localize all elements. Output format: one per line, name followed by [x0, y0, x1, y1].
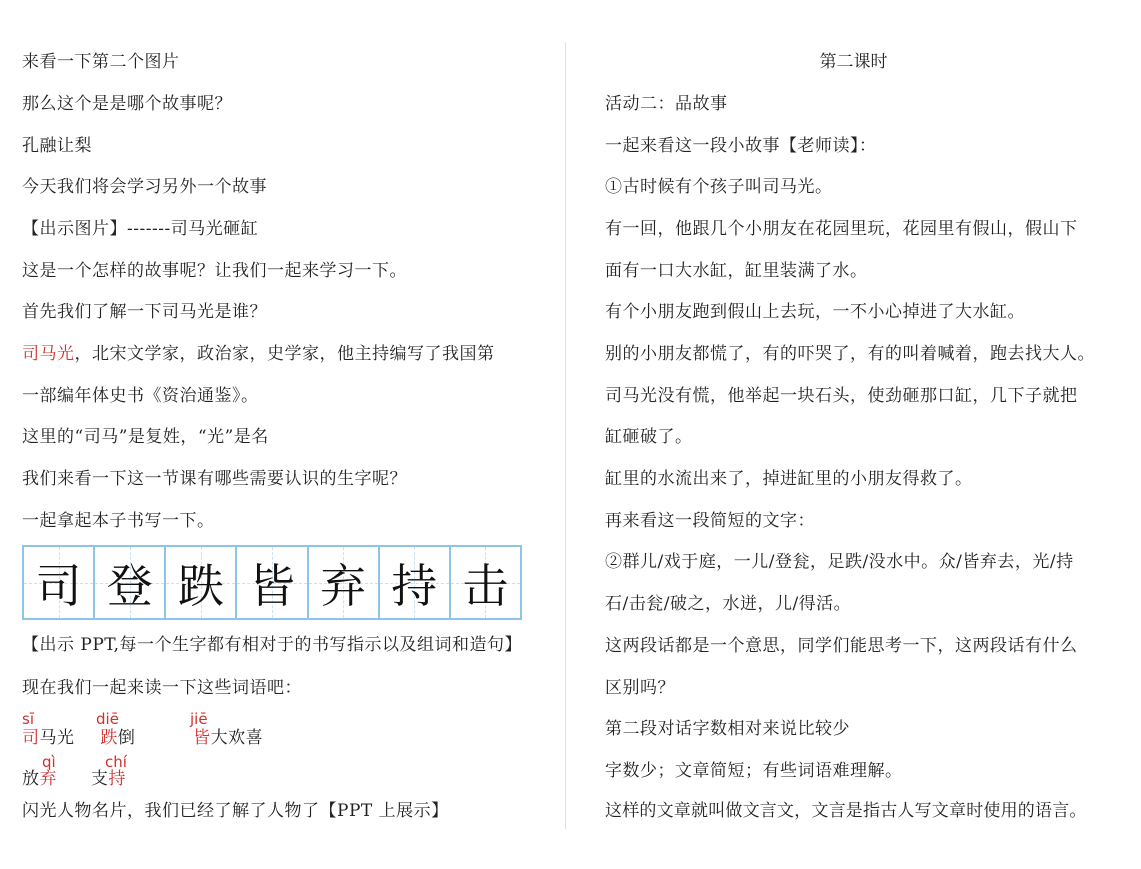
- text-line: 现在我们一起来读一下这些词语吧：: [22, 678, 302, 698]
- text-line: ①古时候有个孩子叫司马光。: [605, 177, 833, 197]
- vocab-rest: 放: [22, 769, 40, 789]
- text-line: 一起来看这一段小故事【老师读】：: [605, 136, 877, 156]
- char-cell: [451, 547, 520, 618]
- left-page: [0, 0, 566, 869]
- vocab-char: 皆: [193, 728, 211, 748]
- char-cell: [24, 547, 95, 618]
- text-line: 司马光没有慌，他举起一块石头，使劲砸那口缸，几下子就把: [605, 386, 1078, 406]
- text-line: 再来看这一段简短的文字：: [605, 511, 815, 531]
- text-line: 那么这个是是哪个故事呢？: [22, 94, 232, 114]
- vocab-rest: 支: [90, 769, 109, 789]
- text-line: 有一回，他跟几个小朋友在花园里玩，花园里有假山，假山下: [605, 219, 1078, 239]
- text-line: 这两段话都是一个意思，同学们能思考一下，这两段话有什么: [605, 636, 1078, 656]
- character-writing-grid: [22, 545, 522, 620]
- vocab-rest: 倒: [117, 728, 136, 748]
- vocab-line: [22, 727, 263, 749]
- text-line: 别的小朋友都慌了，有的吓哭了，有的叫着喊着，跑去找大人。: [605, 344, 1095, 364]
- text-line: 缸砸破了。: [605, 427, 693, 447]
- char: 跌: [177, 558, 224, 613]
- char-cell: [309, 547, 380, 618]
- text-line: 首先我们了解一下司马光是谁？: [22, 302, 267, 322]
- text-line: 字数少；文章简短；有些词语难理解。: [605, 761, 903, 781]
- text-line: 这样的文章就叫做文言文，文言是指古人写文章时使用的语言。: [605, 801, 1087, 821]
- pinyin: sī: [22, 710, 34, 728]
- pinyin: chí: [105, 753, 127, 771]
- text-line: 【出示图片】-------司马光砸缸: [22, 219, 259, 239]
- char-cell: [166, 547, 237, 618]
- text-line: 缸里的水流出来了，掉进缸里的小朋友得救了。: [605, 469, 973, 489]
- vocab-line: [22, 768, 126, 790]
- text-line: ②群儿/戏于庭，一儿/登瓮，足跌/没水中。众/皆弃去，光/持: [605, 552, 1074, 572]
- vocab-char: 跌: [100, 728, 118, 748]
- text-line: 孔融让梨: [22, 136, 92, 156]
- highlighted-name: 司马光: [22, 344, 75, 364]
- text-line: 我们来看一下这一节课有哪些需要认识的生字呢？: [22, 469, 407, 489]
- pinyin: jiē: [190, 710, 208, 728]
- pinyin: qì: [42, 753, 56, 771]
- text-line: 这是一个怎样的故事呢？让我们一起来学习一下。: [22, 261, 407, 281]
- text-line: 一起拿起本子书写一下。: [22, 511, 215, 531]
- text-line: 一部编年体史书《资治通鉴》。: [22, 386, 259, 406]
- text-line: 区别吗？: [605, 678, 675, 698]
- text-line: [22, 343, 495, 365]
- text-line: 这里的“司马”是复姓，“光”是名: [22, 427, 269, 447]
- vocab-char: 持: [108, 769, 126, 789]
- char: 皆: [248, 558, 295, 613]
- text-line: 闪光人物名片，我们已经了解了人物了【PPT 上展示】: [22, 801, 449, 821]
- text-line: 今天我们将会学习另外一个故事: [22, 177, 267, 197]
- char: 击: [462, 558, 509, 613]
- char-cell: [95, 547, 166, 618]
- text-span: ，北宋文学家，政治家，史学家，他主持编写了我国第: [74, 344, 495, 364]
- vocab-rest: 马光: [39, 728, 75, 748]
- char: 持: [391, 558, 438, 613]
- lesson-title: 第二课时: [819, 52, 888, 72]
- text-line: 来看一下第二个图片: [22, 52, 180, 72]
- text-line: 【出示 PPT,每一个生字都有相对于的书写指示以及组词和造句】: [22, 635, 523, 655]
- char: 司: [35, 558, 82, 613]
- text-line: 面有一口大水缸，缸里装满了水。: [605, 261, 868, 281]
- text-line: 活动二：品故事: [605, 94, 728, 114]
- text-line: 有个小朋友跑到假山上去玩，一不小心掉进了大水缸。: [605, 302, 1025, 322]
- char-cell: [237, 547, 308, 618]
- char: 登: [106, 558, 153, 613]
- vocab-char: 司: [22, 728, 40, 748]
- pinyin: diē: [96, 710, 119, 728]
- text-line: 石/击瓮/破之，水迸，儿/得活。: [605, 594, 852, 614]
- char-cell: [380, 547, 451, 618]
- vocab-char: 弃: [39, 769, 57, 789]
- char: 弃: [320, 558, 367, 613]
- text-line: 第二段对话字数相对来说比较少: [605, 719, 850, 739]
- vocab-rest: 大欢喜: [210, 728, 264, 748]
